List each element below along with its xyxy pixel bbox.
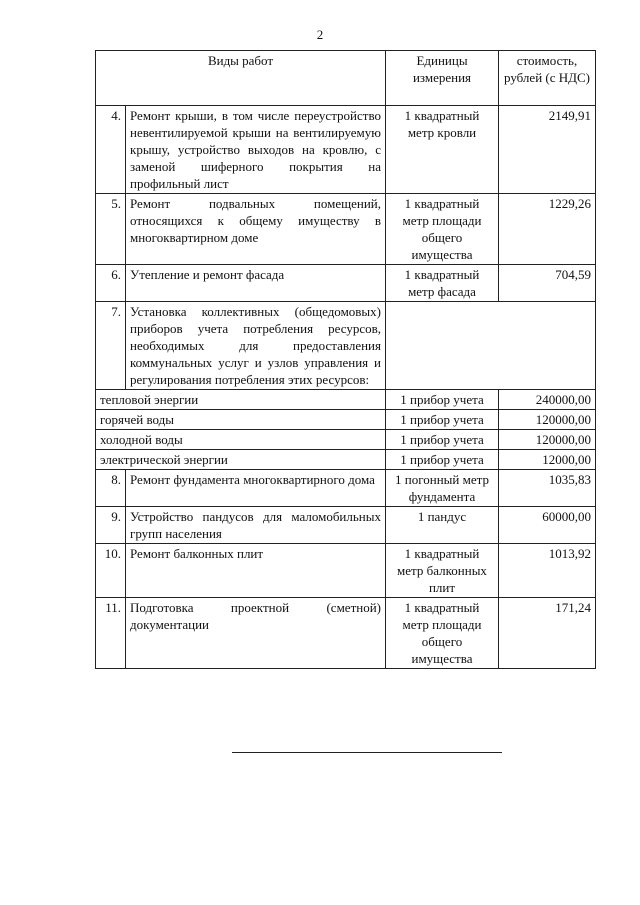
row-description: Установка коллективных (общедомовых) приборов учета потребления ресурсов, необходимых для предоставления коммунальных услуг и узлов управления и регулирования потребления этих ресурсов: [126, 302, 386, 390]
subrow-description: электрической энергии [96, 450, 386, 470]
table-row [96, 544, 596, 598]
row-unit: 1 квадратный метр балконных плит [386, 544, 499, 598]
row-unit: 1 квадратный метр площади общего имущества [386, 194, 499, 265]
table-header-row [96, 51, 596, 106]
row-unit: 1 квадратный метр кровли [386, 106, 499, 194]
subrow-unit: 1 прибор учета [386, 450, 499, 470]
row-unit-empty [386, 302, 596, 390]
row-description: Ремонт фундамента многоквартирного дома [126, 470, 386, 507]
header-cost: стоимость, рублей (с НДС) [499, 51, 596, 106]
row-cost: 1229,26 [499, 194, 596, 265]
subrow-cost: 12000,00 [499, 450, 596, 470]
row-cost: 1013,92 [499, 544, 596, 598]
subrow-unit: 1 прибор учета [386, 430, 499, 450]
row-unit: 1 пандус [386, 507, 499, 544]
table-subrow [96, 430, 596, 450]
table-subrow [96, 390, 596, 410]
subrow-description: тепловой энергии [96, 390, 386, 410]
row-cost: 60000,00 [499, 507, 596, 544]
subrow-cost: 120000,00 [499, 410, 596, 430]
table-row [96, 598, 596, 669]
row-description: Ремонт балконных плит [126, 544, 386, 598]
row-cost: 2149,91 [499, 106, 596, 194]
table-row [96, 302, 596, 390]
closing-rule-line [232, 752, 502, 753]
row-description: Ремонт крыши, в том числе переустройство невентилируемой крыши на вентилируемую крышу, устройство выходов на кровлю, с заменой шиферного покрытия на профильный лист [126, 106, 386, 194]
row-unit: 1 квадратный метр площади общего имущества [386, 598, 499, 669]
row-number: 5. [96, 194, 126, 265]
row-cost: 1035,83 [499, 470, 596, 507]
row-number: 8. [96, 470, 126, 507]
table-subrow [96, 410, 596, 430]
row-number: 6. [96, 265, 126, 302]
row-description: Ремонт подвальных помещений, относящихся к общему имуществу в многоквартирном доме [126, 194, 386, 265]
subrow-unit: 1 прибор учета [386, 390, 499, 410]
row-number: 7. [96, 302, 126, 390]
row-number: 11. [96, 598, 126, 669]
row-cost: 704,59 [499, 265, 596, 302]
works-table [95, 50, 596, 669]
subrow-cost: 120000,00 [499, 430, 596, 450]
header-works: Виды работ [96, 51, 386, 106]
page-number: 2 [316, 27, 324, 42]
row-description: Подготовка проектной (сметной) документации [126, 598, 386, 669]
table-row [96, 106, 596, 194]
header-units: Единицы измерения [386, 51, 499, 106]
subrow-description: горячей воды [96, 410, 386, 430]
row-number: 9. [96, 507, 126, 544]
subrow-cost: 240000,00 [499, 390, 596, 410]
table-row [96, 470, 596, 507]
table-row [96, 194, 596, 265]
row-description: Устройство пандусов для маломобильных групп населения [126, 507, 386, 544]
subrow-unit: 1 прибор учета [386, 410, 499, 430]
row-description: Утепление и ремонт фасада [126, 265, 386, 302]
row-unit: 1 погонный метр фундамента [386, 470, 499, 507]
row-cost: 171,24 [499, 598, 596, 669]
row-number: 10. [96, 544, 126, 598]
table-row [96, 265, 596, 302]
table-subrow [96, 450, 596, 470]
table-row [96, 507, 596, 544]
row-number: 4. [96, 106, 126, 194]
subrow-description: холодной воды [96, 430, 386, 450]
row-unit: 1 квадратный метр фасада [386, 265, 499, 302]
